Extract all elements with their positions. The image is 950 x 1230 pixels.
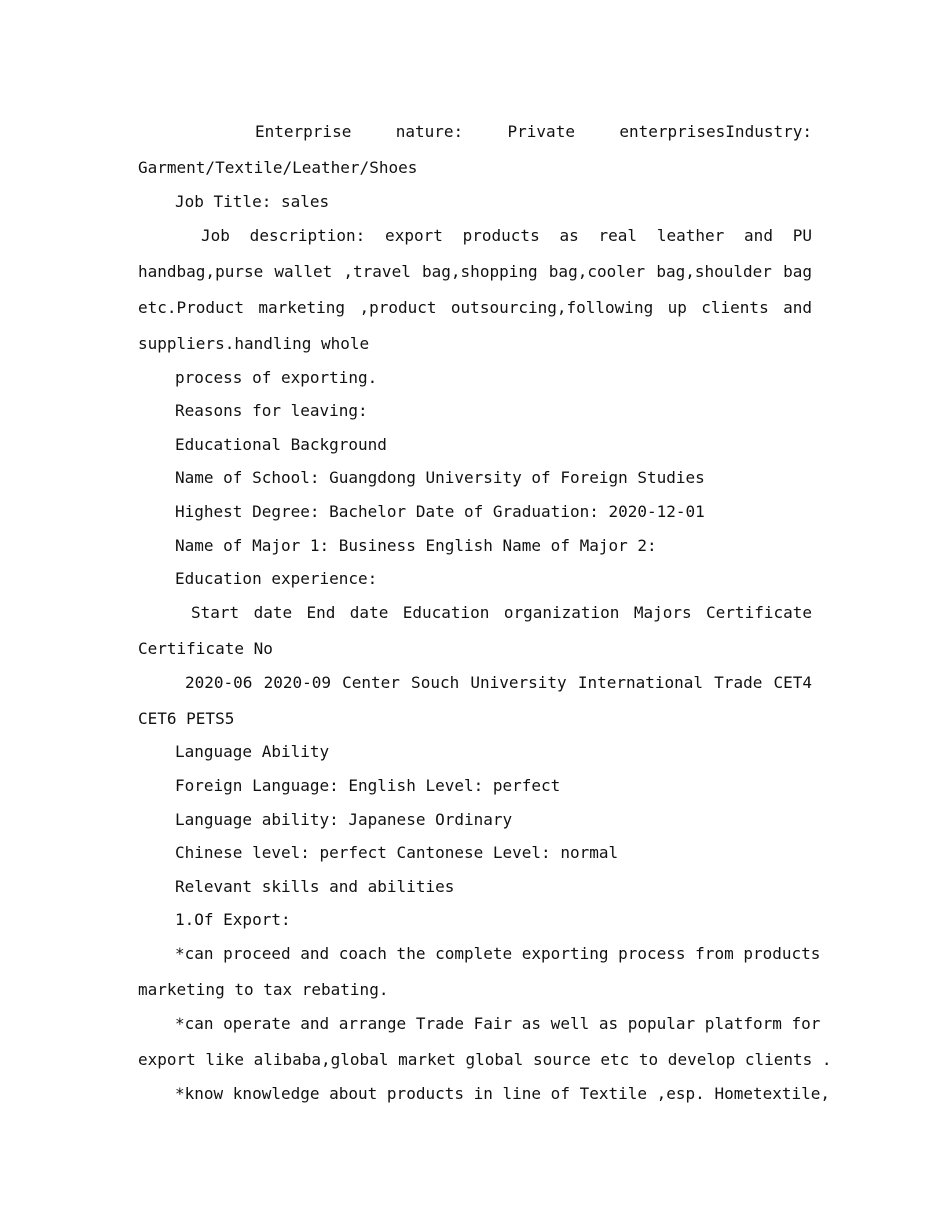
section-heading-education: Educational Background (175, 435, 387, 454)
job-description-line-4: suppliers.handling whole (138, 334, 370, 353)
major-line: Name of Major 1: Business English Name of Major 2: (175, 536, 657, 555)
industry-line: Garment/Textile/Leather/Shoes (138, 158, 418, 177)
skill-3-line-1: *know knowledge about products in line of Textile ,esp. Hometextile, (175, 1084, 831, 1103)
skill-2-line-2: export like alibaba,global market global source etc to develop clients . (138, 1050, 832, 1069)
section-heading-skills: Relevant skills and abilities (175, 877, 455, 896)
degree-line: Highest Degree: Bachelor Date of Graduation: 2020-12-01 (175, 502, 705, 521)
education-table-header-line-2: Certificate No (138, 639, 273, 658)
enterprise-line: Enterprise nature: Private enterprisesIndustry: (255, 122, 812, 141)
chinese-level-line: Chinese level: perfect Cantonese Level: normal (175, 843, 619, 862)
skill-1-line-2: marketing to tax rebating. (138, 980, 389, 999)
education-table-header-line-1: Start date End date Education organization Majors Certificate (191, 603, 812, 622)
education-row-line-1: 2020-06 2020-09 Center Souch University International Trade CET4 (185, 673, 812, 692)
skill-2-line-1: *can operate and arrange Trade Fair as well as popular platform for (175, 1014, 821, 1033)
skill-1-line-1: *can proceed and coach the complete exporting process from products (175, 944, 821, 963)
job-description-line-3: etc.Product marketing ,product outsourcing,following up clients and (138, 298, 812, 317)
export-heading-line: 1.Of Export: (175, 910, 291, 929)
section-heading-language: Language Ability (175, 742, 330, 761)
job-title-line: Job Title: sales (175, 192, 330, 211)
language-ability-line: Language ability: Japanese Ordinary (175, 810, 513, 829)
school-line: Name of School: Guangdong University of Foreign Studies (175, 468, 705, 487)
education-row-line-2: CET6 PETS5 (138, 709, 235, 728)
foreign-language-line: Foreign Language: English Level: perfect (175, 776, 561, 795)
reasons-line: Reasons for leaving: (175, 401, 368, 420)
education-experience-line: Education experience: (175, 569, 378, 588)
job-description-line-1: Job description: export products as real leather and PU (201, 226, 812, 245)
job-description-line-2: handbag,purse wallet ,travel bag,shopping bag,cooler bag,shoulder bag (138, 262, 812, 281)
job-description-line-5: process of exporting. (175, 368, 378, 387)
